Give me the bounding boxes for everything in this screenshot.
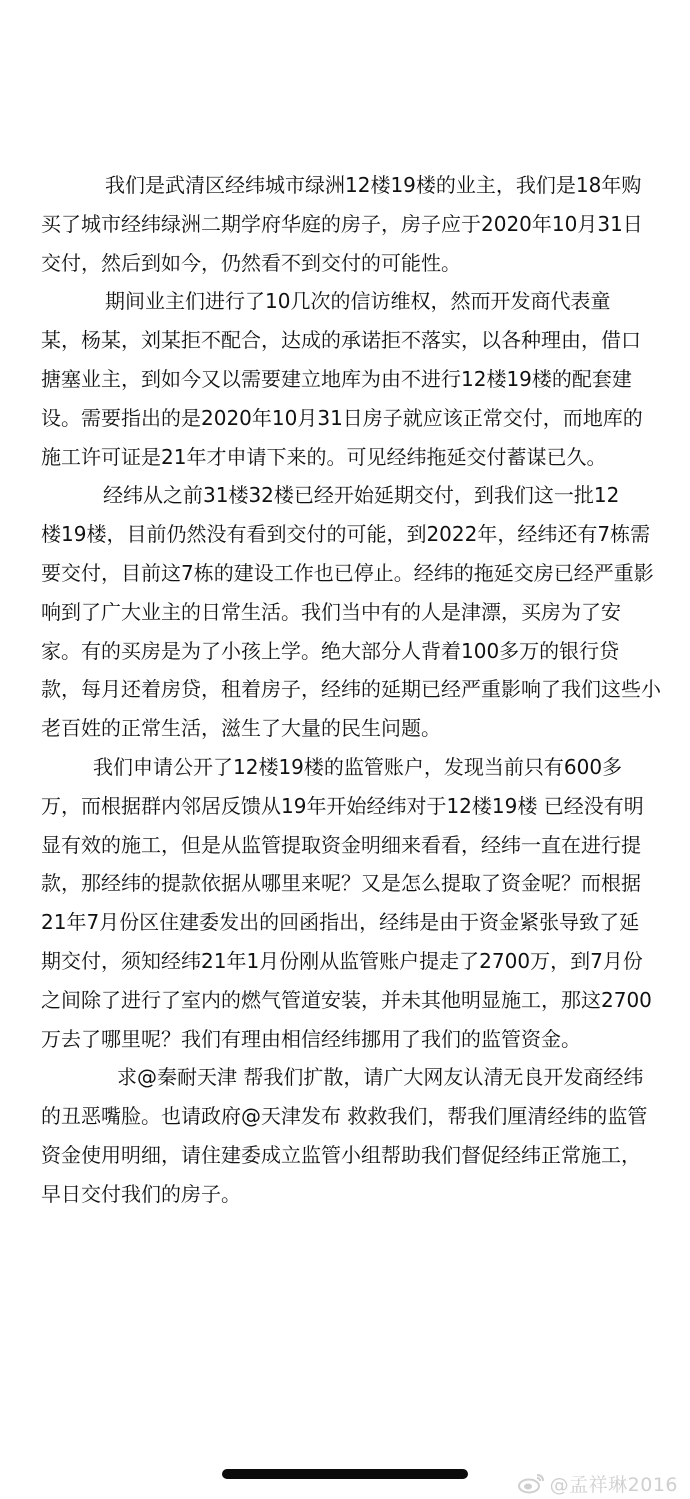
home-indicator[interactable] xyxy=(222,1469,468,1479)
watermark-text: @孟祥琳2016 xyxy=(549,1473,678,1496)
text-line: 21年7月份区住建委发出的回函指出，经纬是由于资金紧张导致了延 xyxy=(41,910,640,935)
text-line: 的丑恶嘴脸。也请政府@天津发布 救救我们，帮我们厘清经纬的监管 xyxy=(41,1104,648,1129)
text-line: 万去了哪里呢？我们有理由相信经纬挪用了我们的监管资金。 xyxy=(41,1026,581,1051)
document-body xyxy=(41,166,669,1214)
text-line: 我们申请公开了12楼19楼的监管账户，发现当前只有600多 xyxy=(93,754,623,779)
text-line: 显有效的施工，但是从监管提取资金明细来看看，经纬一直在进行提 xyxy=(41,832,641,857)
text-line: 万，而根据群内邻居反馈从19年开始经纬对于12楼19楼 已经没有明 xyxy=(41,793,644,818)
text-line: 搪塞业主，到如今又以需要建立地库为由不进行12楼19楼的配套建 xyxy=(41,366,632,391)
text-line: 早日交付我们的房子。 xyxy=(41,1181,241,1206)
text-line: 施工许可证是21年才申请下来的。可见经纬拖延交付蓄谋已久。 xyxy=(41,444,607,469)
text-line: 之间除了进行了室内的燃气管道安装，并未其他明显施工，那这2700 xyxy=(41,987,652,1012)
text-line: 某，杨某，刘某拒不配合，达成的承诺拒不落实，以各种理由，借口 xyxy=(41,328,641,353)
watermark xyxy=(518,1468,678,1498)
text-line: 楼19楼，目前仍然没有看到交付的可能，到2022年，经纬还有7栋需 xyxy=(41,522,651,547)
text-line: 要交付，目前这7栋的建设工作也已停止。经纬的拖延交房已经严重影 xyxy=(41,560,654,585)
text-line: 老百姓的正常生活，滋生了大量的民生问题。 xyxy=(41,716,441,741)
weibo-icon xyxy=(518,1472,546,1494)
text-line: 期间业主们进行了10几次的信访维权，然而开发商代表童 xyxy=(105,289,611,314)
text-line: 响到了广大业主的日常生活。我们当中有的人是津漂，买房为了安 xyxy=(41,599,621,624)
text-line: 求@秦耐天津 帮我们扩散，请广大网友认清无良开发商经纬 xyxy=(117,1065,644,1090)
text-line: 期交付，须知经纬21年1月份刚从监管账户提走了2700万，到7月份 xyxy=(41,948,643,973)
text-line: 设。需要指出的是2020年10月31日房子就应该正常交付，而地库的 xyxy=(41,405,643,430)
text-line: 经纬从之前31楼32楼已经开始延期交付，到我们这一批12 xyxy=(103,483,620,508)
text-line: 买了城市经纬绿洲二期学府华庭的房子，房子应于2020年10月31日 xyxy=(41,211,643,236)
text-line: 资金使用明细，请住建委成立监管小组帮助我们督促经纬正常施工， xyxy=(41,1142,641,1167)
text-line: 款，每月还着房贷，租着房子，经纬的延期已经严重影响了我们这些小 xyxy=(41,677,661,702)
text-line: 我们是武清区经纬城市绿洲12楼19楼的业主，我们是18年购 xyxy=(105,173,642,197)
text-line: 家。有的买房是为了小孩上学。绝大部分人背着100多万的银行贷 xyxy=(41,638,620,663)
text-line: 款，那经纬的提款依据从哪里来呢？又是怎么提取了资金呢？而根据 xyxy=(41,871,641,896)
text-line: 交付，然后到如今，仍然看不到交付的可能性。 xyxy=(41,250,461,275)
